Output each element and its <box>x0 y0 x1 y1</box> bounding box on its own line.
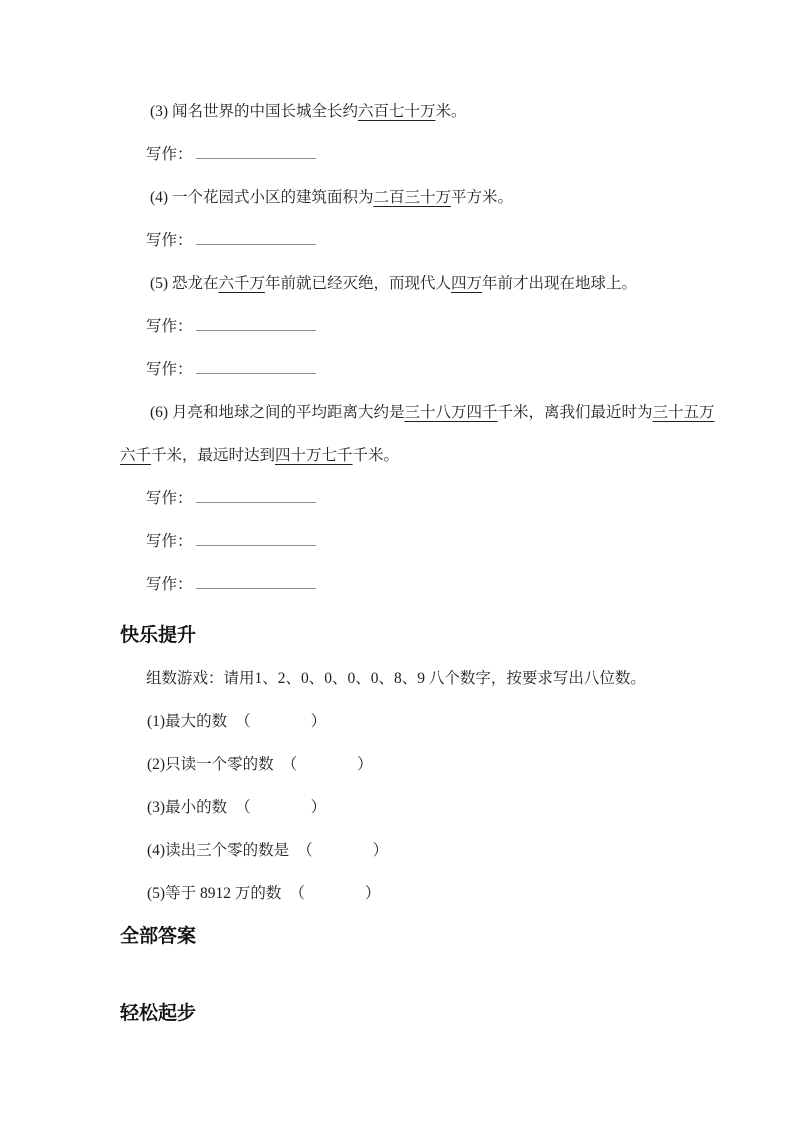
bracket-open: （ <box>235 799 251 816</box>
game-item-3 <box>120 786 720 829</box>
writing-answer-5 <box>120 477 720 520</box>
game-item-4 <box>120 829 720 872</box>
bracket-blank-space <box>313 854 373 855</box>
bracket-open: （ <box>235 713 251 730</box>
answer-brackets <box>235 713 326 730</box>
bracket-open: （ <box>281 756 298 773</box>
text-segment: 千米。 <box>352 447 400 464</box>
page-content <box>120 90 720 1035</box>
underlined-number: 四万 <box>450 275 482 292</box>
writing-answer-6 <box>120 520 720 563</box>
item-label: (1)最大的数 <box>147 713 228 730</box>
underlined-number: 二百三十万 <box>373 189 451 206</box>
text-segment: (5) 恐龙在 <box>150 275 219 292</box>
writing-answer-7 <box>120 563 720 606</box>
bracket-close: ） <box>364 885 381 902</box>
text-segment: 年前就已经灭绝，而现代人 <box>264 275 451 292</box>
bracket-close: ） <box>357 756 373 773</box>
answer-brackets <box>235 799 326 816</box>
answer-brackets <box>282 756 373 773</box>
bracket-blank-space <box>251 725 311 726</box>
heading-easy-start: 轻松起步 <box>120 1003 197 1024</box>
text-segment: (6) 月亮和地球之间的平均距离大约是 <box>150 404 405 421</box>
text-segment: 平方米。 <box>450 189 513 206</box>
bracket-open: （ <box>297 842 313 859</box>
item-label: (2)只读一个零的数 <box>147 756 274 773</box>
question-6-line-1 <box>120 391 720 434</box>
bracket-close: ） <box>310 799 327 816</box>
writing-label: 写作： <box>146 232 193 249</box>
writing-label: 写作： <box>146 361 193 378</box>
underlined-number: 六千 <box>120 447 152 464</box>
writing-label: 写作： <box>146 318 193 335</box>
writing-label: 写作： <box>146 146 193 163</box>
writing-label: 写作： <box>146 576 193 593</box>
writing-answer-3 <box>120 305 720 348</box>
answer-brackets <box>289 885 380 902</box>
bracket-open: （ <box>289 885 305 902</box>
question-6-line-2 <box>120 434 720 477</box>
answer-blank-line <box>196 229 316 245</box>
question-3 <box>120 90 720 133</box>
text-segment: 千米，最远时达到 <box>151 447 276 464</box>
item-label: (3)最小的数 <box>147 799 228 816</box>
game-item-1 <box>120 700 720 743</box>
answer-blank-line <box>196 143 316 159</box>
item-label: (5)等于 8912 万的数 <box>147 885 282 902</box>
text-segment: 米。 <box>435 103 467 120</box>
underlined-number: 四十万七千 <box>275 447 353 464</box>
writing-label: 写作： <box>146 490 193 507</box>
bracket-blank-space <box>297 768 357 769</box>
heading-all-answers: 全部答案 <box>120 926 197 947</box>
writing-answer-2 <box>120 219 720 262</box>
question-5 <box>120 262 720 305</box>
writing-answer-1 <box>120 133 720 176</box>
text-segment: 年前才出现在地球上。 <box>482 275 638 292</box>
bracket-blank-space <box>251 811 311 812</box>
underlined-number: 三十八万四千 <box>404 404 498 421</box>
writing-label: 写作： <box>146 533 193 550</box>
writing-answer-4 <box>120 348 720 391</box>
bracket-close: ） <box>310 713 327 730</box>
answer-blank-line <box>196 573 316 589</box>
text-segment: (4) 一个花园式小区的建筑面积为 <box>150 189 374 206</box>
underlined-number: 六千万 <box>218 275 265 292</box>
bracket-close: ） <box>372 842 389 859</box>
answer-brackets <box>297 842 388 859</box>
answer-blank-line <box>196 487 316 503</box>
heading-happy-boost: 快乐提升 <box>120 625 197 646</box>
game-item-5 <box>120 872 720 915</box>
underlined-number: 三十五万 <box>652 404 715 421</box>
text-segment: (3) 闻名世界的中国长城全长约 <box>150 103 358 120</box>
text-segment: 千米，离我们最近时为 <box>497 404 653 421</box>
answer-blank-line <box>196 315 316 331</box>
game-item-2 <box>120 743 720 786</box>
item-label: (4)读出三个零的数是 <box>147 842 290 859</box>
bracket-blank-space <box>305 897 365 898</box>
game-intro: 组数游戏：请用1、2、0、0、0、0、8、9 八个数字，按要求写出八位数。 <box>146 670 646 687</box>
question-4 <box>120 176 720 219</box>
underlined-number: 六百七十万 <box>357 103 436 120</box>
answer-blank-line <box>196 358 316 374</box>
answer-blank-line <box>196 530 316 546</box>
